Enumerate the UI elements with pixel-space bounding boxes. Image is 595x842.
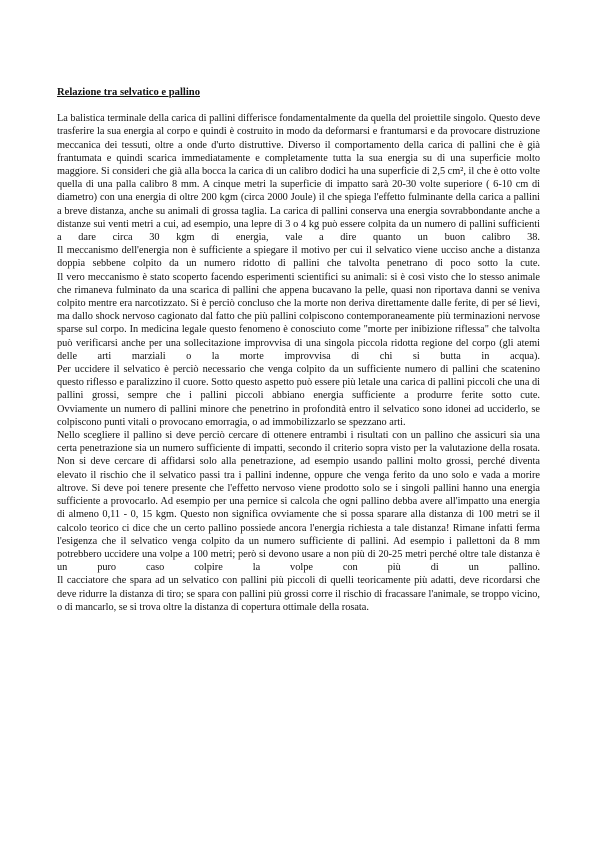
paragraph-2: Il meccanismo dell'energia non è sufficiente a spiegare il motivo per cui il selvatico viene ucciso anche a distanza doppia sebbene colpito da un numero ridotto di pallini che talvolta penetrano di poco sotto la cute. [57,245,540,270]
document-title: Relazione tra selvatico e pallino [57,87,200,98]
paragraph-4: Per uccidere il selvatico è perciò necessario che venga colpito da un sufficiente numero di pallini che scatenino questo riflesso e paralizzino il cuore. Sotto questo aspetto può essere più letale una carica di pallini piccoli che una di pallini grossi, sempre che i pallini piccoli abbiano energia sufficiente a produrre ferite sotto cute. [57,364,540,402]
paragraph-1: La balistica terminale della carica di pallini differisce fondamentalmente da quella del proiettile singolo. Questo deve trasferire la sua energia al corpo e quindi è costruito in modo da deformarsi e frantumarsi e da provocare distruzione meccanica dei tessuti, oltre a onde d'urto distruttive. Diverso il comportamento della carica di pallini che è già frantumata e quindi scarica immediatamente e completamente tutta la sua energia su di una superficie molto maggiore. Si consideri che già alla bocca la carica di un calibro dodici ha una superficie di 2,5 cm², il che è otto volte quella di una palla calibro 8 mm. A cinque metri la superficie di impatto sarà 20-30 volte superiore ( 6-10 cm di diametro) con una energia di oltre 200 kgm (circa 2000 Joule) il che spiega l'effetto fulminante della carica a pallini a breve distanza, anche su animali di grossa taglia. La carica di pallini conserva una energia sovrabbondante anche a distanze sui venti metri a cui, ad esempio, una lepre di 3 o 4 kg può essere colpita da un numero di pallini sufficienti a dare circa 30 kgm di energia, vale a dire quanto un buon calibro 38. [57,113,541,244]
paragraph-6: Nello scegliere il pallino si deve perciò cercare di ottenere entrambi i risultati con un pallino che assicuri sia una certa penetrazione sia un numero sufficiente di impatti, secondo il criterio sopra visto per la valutazione della rosata. Non si deve cercare di affidarsi solo alla penetrazione, ad esempio usando pallini molto grossi, perché diventa elevato il rischio che il selvatico passi tra i pallini indenne, oppure che venga ferito da uno solo e vada a morire altrove. Si deve poi tenere presente che l'effetto nervoso viene prodotto solo se i singoli pallini hanno una energia sufficiente a provocarlo. Ad esempio per una pernice si calcola che ogni pallino debba avere all'impatto una energia di almeno 0,11 - 0, 15 kgm. Questo non significa ovviamente che si possa sparare alla distanza di 100 metri se il calcolo teorico ci dice che un certo pallino possiede ancora l'energia richiesta a tale distanza! Rimane infatti ferma l'esigenza che il selvatico venga colpito da un numero sufficiente di pallini. Ad esempio i pallettoni da 8 mm potrebbero uccidere una volpe a 100 metri; però si devono usare a non più di 20-25 metri perché oltre tale distanza è un puro caso colpire la volpe con più di un pallino. [57,430,540,574]
document-page [57,86,540,614]
paragraph-3: Il vero meccanismo è stato scoperto facendo esperimenti scientifici su animali: si è così visto che lo stesso animale che rimaneva fulminato da una scarica di pallini che appena bucavano la pelle, quasi non riportava danni se veniva colpito mentre era narcotizzato. Si è perciò concluso che la morte non deriva direttamente dalle ferite, di per sé lievi, ma dallo shock nervoso cagionato dal fatto che più pallini colpiscono contemporaneamente più terminazioni nervose sparse sul corpo. In medicina legale questo fenomeno è conosciuto come "morte per inibizione riflessa" che talvolta può verificarsi anche per una sollecitazione improvvisa di una singola piccola ridotta regione del corpo (gli atemi delle arti marziali o la morte improvvisa di chi si butta in acqua). [57,271,540,362]
paragraph-7: Il cacciatore che spara ad un selvatico con pallini più piccoli di quelli teoricamente più adatti, deve ricordarsi che deve ridurre la distanza di tiro; se spara con pallini più grossi corre il rischio di fracassare l'animale, se troppo vicino, o di mancarlo, se si trova oltre la distanza di copertura ottimale della rosata. [57,575,540,613]
paragraph-5: Ovviamente un numero di pallini minore che penetrino in profondità entro il selvatico sono idonei ad ucciderlo, se colpiscono punti vitali o provocano emorragia, o ad immobilizzarlo se spezzano arti. [57,403,540,428]
